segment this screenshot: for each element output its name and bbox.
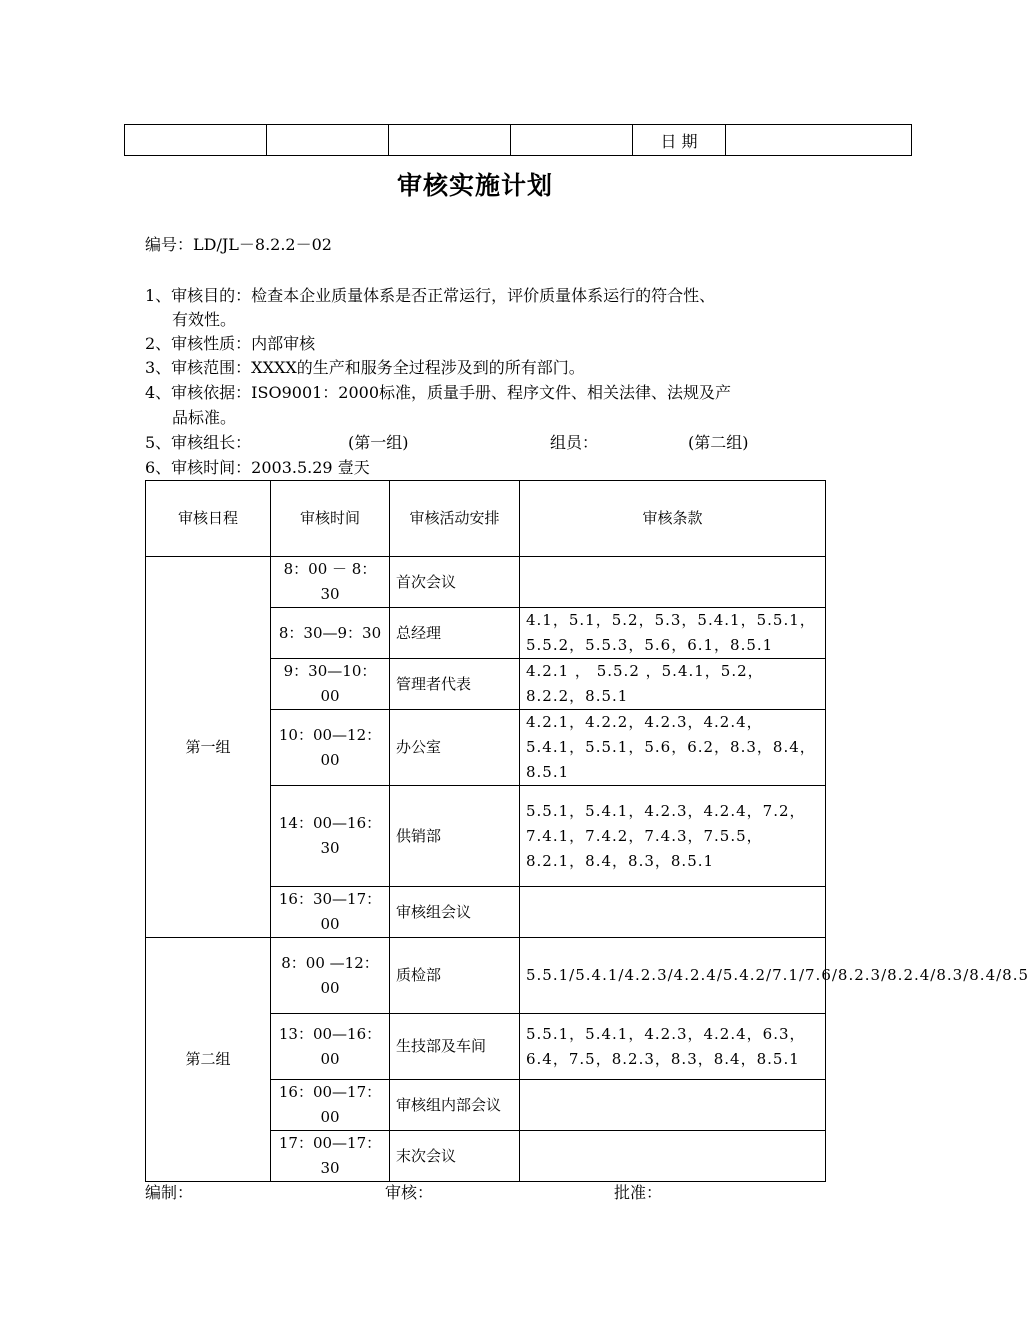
footer-approved: 批准： (614, 1183, 663, 1202)
basis-line-1: 4、审核依据：ISO9001：2000标准，质量手册、程序文件、相关法律、法规及产 (145, 383, 732, 402)
row-clauses: 4.1，5.1，5.2，5.3，5.4.1，5.5.1，5.5.2，5.5.3，5.6，6.1，8.5.1 (520, 608, 826, 659)
row-time: 10：00—12：00 (271, 710, 390, 786)
leader-label: 5、审核组长： (145, 433, 252, 452)
row-time: 8：00 － 8：30 (271, 557, 390, 608)
row-activity: 审核组内部会议 (390, 1080, 520, 1131)
group-2-name: 第二组 (146, 938, 271, 1182)
table-header-row (146, 481, 826, 557)
date-value (726, 125, 912, 156)
table-row (146, 557, 826, 608)
row-activity: 总经理 (390, 608, 520, 659)
row-time: 13：00—16：00 (271, 1014, 390, 1080)
date-label: 日 期 (633, 125, 726, 156)
row-clauses: 5.5.1/5.4.1/4.2.3/4.2.4/5.4.2/7.1/7.6/8.2.3/8.2.4/8.3/8.4/8.5 (520, 938, 826, 1014)
header-cell (389, 125, 511, 156)
group-1-name: 第一组 (146, 557, 271, 938)
header-time: 审核时间 (271, 481, 390, 557)
row-clauses (520, 887, 826, 938)
row-time: 17：00—17：30 (271, 1131, 390, 1182)
row-activity: 末次会议 (390, 1131, 520, 1182)
header-table (124, 124, 912, 156)
footer-compiled: 编制： (145, 1183, 194, 1202)
row-clauses: 5.5.1，5.4.1，4.2.3，4.2.4，6.3，6.4，7.5，8.2.3，8.3，8.4，8.5.1 (520, 1014, 826, 1080)
header-cell (125, 125, 267, 156)
row-activity: 供销部 (390, 786, 520, 887)
row-time: 16：00—17：00 (271, 1080, 390, 1131)
time-line: 6、审核时间：2003.5.29 壹天 (145, 458, 370, 477)
row-clauses (520, 1131, 826, 1182)
table-row (146, 938, 826, 1014)
doc-number: 编号：LD/JL－8.2.2－02 (145, 235, 332, 254)
header-clauses: 审核条款 (520, 481, 826, 557)
row-time: 8：30—9：30 (271, 608, 390, 659)
purpose-line-1: 1、审核目的：检查本企业质量体系是否正常运行，评价质量体系运行的符合性、 (145, 286, 716, 305)
row-activity: 审核组会议 (390, 887, 520, 938)
row-clauses (520, 1080, 826, 1131)
row-time: 8：00 —12：00 (271, 938, 390, 1014)
header-schedule: 审核日程 (146, 481, 271, 557)
row-activity: 办公室 (390, 710, 520, 786)
row-clauses: 5.5.1，5.4.1，4.2.3，4.2.4，7.2，7.4.1，7.4.2，7.4.3，7.5.5，8.2.1，8.4，8.3，8.5.1 (520, 786, 826, 887)
row-activity: 生技部及车间 (390, 1014, 520, 1080)
nature-line: 2、审核性质：内部审核 (145, 334, 316, 353)
audit-schedule-table (145, 480, 1029, 1182)
header-activity: 审核活动安排 (390, 481, 520, 557)
purpose-line-2: 有效性。 (172, 310, 237, 329)
basis-line-2: 品标准。 (172, 408, 237, 427)
page-title: 审核实施计划 (396, 171, 553, 200)
row-time: 9：30—10：00 (271, 659, 390, 710)
header-cell (511, 125, 633, 156)
footer-reviewed: 审核： (385, 1183, 434, 1202)
row-activity: 管理者代表 (390, 659, 520, 710)
header-cell (267, 125, 389, 156)
row-time: 14：00—16：30 (271, 786, 390, 887)
leader-group: (第一组) (348, 433, 409, 452)
scope-line: 3、审核范围：XXXX的生产和服务全过程涉及到的所有部门。 (145, 358, 585, 377)
member-group: (第二组) (688, 433, 749, 452)
row-clauses: 4.2.1 ， 5.5.2 ，5.4.1，5.2，8.2.2，8.5.1 (520, 659, 826, 710)
row-activity: 首次会议 (390, 557, 520, 608)
row-clauses (520, 557, 826, 608)
row-time: 16：30—17：00 (271, 887, 390, 938)
row-clauses: 4.2.1，4.2.2，4.2.3，4.2.4，5.4.1，5.5.1，5.6，6.2，8.3，8.4，8.5.1 (520, 710, 826, 786)
member-label: 组员： (550, 433, 599, 452)
row-activity: 质检部 (390, 938, 520, 1014)
